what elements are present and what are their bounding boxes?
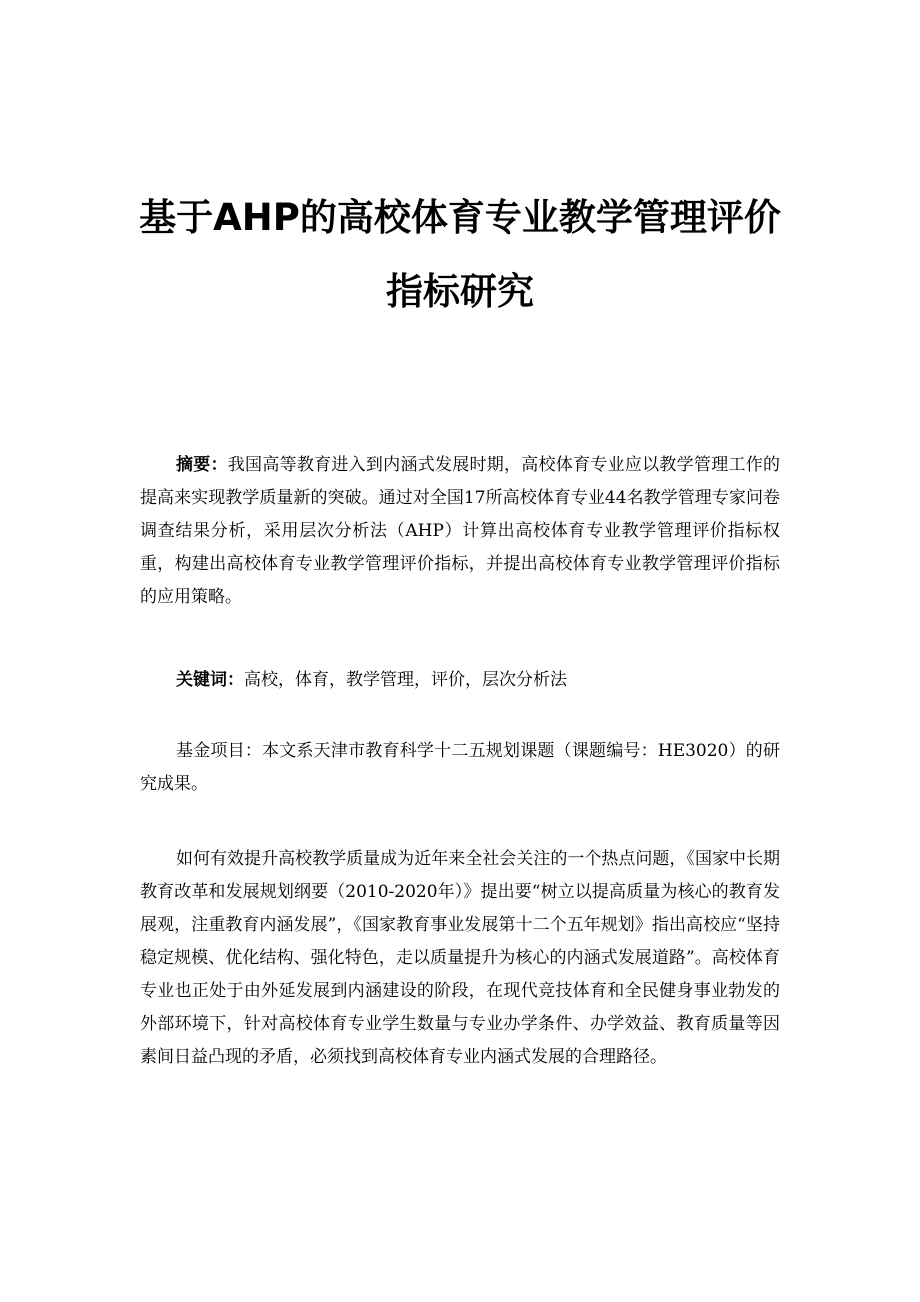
abstract-label: 摘要： [176,455,228,475]
fund-paragraph: 基金项目：本文系天津市教育科学十二五规划课题（课题编号：HE3020）的研究成果。 [140,741,780,794]
title-line-1: 基于AHP的高校体育专业教学管理评价 [139,196,781,239]
abstract-text: 我国高等教育进入到内涵式发展时期，高校体育专业应以教学管理工作的提高来实现教学质量新的突破。通过对全国17所高校体育专业44名教学管理专家问卷调查结果分析，采用层次分析法（AHP）计算出高校体育专业教学管理评价指标权重，构建出高校体育专业教学管理评价指标，并提出高校体育专业教学管理评价指标的应用策略。 [140,455,781,607]
title-line-2: 指标研究 [386,270,534,313]
abstract-paragraph [140,449,780,614]
keywords-text: 高校，体育，教学管理，评价，层次分析法 [244,670,567,690]
keywords-paragraph [140,664,780,697]
keywords-label: 关键词： [176,670,244,690]
intro-paragraph: 如何有效提升高校教学质量成为近年来全社会关注的一个热点问题，《国家中长期教育改革和发展规划纲要（2010-2020年）》提出要“树立以提高质量为核心的教育发展观，注重教育内涵发展”，《国家教育事业发展第十二个五年规划》指出高校应“坚持稳定规模、优化结构、强化特色，走以质量提升为核心的内涵式发展道路”。高校体育专业也正处于由外延发展到内涵建设的阶段，在现代竞技体育和全民健身事业勃发的外部环境下，针对高校体育专业学生数量与专业办学条件、办学效益、教育质量等因素间日益凸现的矛盾，必须找到高校体育专业内涵式发展的合理路径。 [140,849,780,1067]
